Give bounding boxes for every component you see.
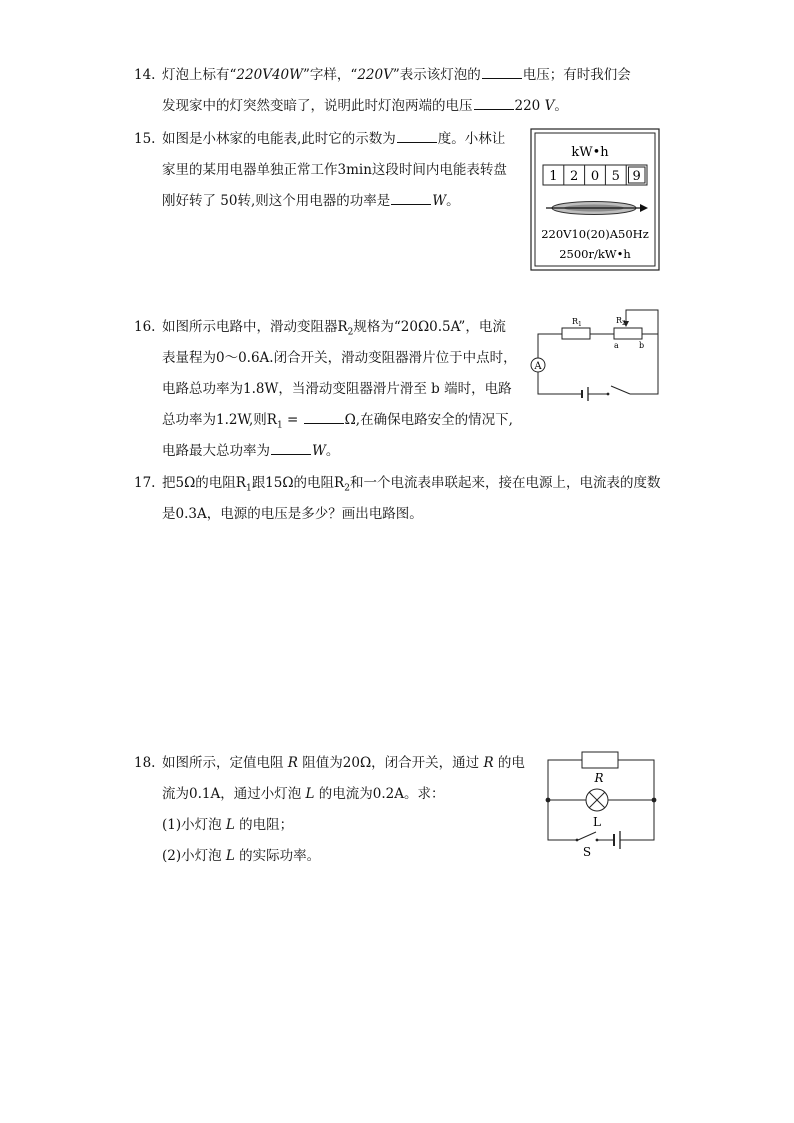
wire [618,760,654,800]
text: 把5Ω的电阻R [162,475,246,491]
meter-digit: 5 [611,169,620,184]
meter-spec-rating: 220V10(20)A50Hz [541,227,649,241]
subscript: 2 [347,327,354,338]
answer-blank[interactable] [304,408,344,424]
text: (2)小灯泡 [162,848,226,864]
answer-blank[interactable] [474,94,514,110]
text: 220 [236,67,263,83]
question-line [162,312,517,343]
end-b-label: b [639,341,645,350]
meter-digit: 1 [549,169,558,184]
question-line [162,436,517,467]
text: W [432,193,447,209]
ammeter-label: A [534,361,542,372]
text: 的电阻； [234,817,294,833]
sub-question-2 [162,841,525,872]
question-body [162,468,660,530]
switch-contact [576,839,579,842]
text: W [289,67,304,83]
text: 。 [325,443,340,459]
text: 40 [271,67,290,83]
meter-digit: 2 [570,169,579,184]
question-body [162,60,631,122]
text: 发现家中的灯突然变暗了，说明此时灯泡两端的电压 [162,98,473,114]
text: 电路最大总功率为 [162,443,270,459]
text: 灯泡上标有“ [162,67,237,83]
question-line [162,186,507,217]
wire [620,800,654,840]
question-line [162,343,517,374]
rotating-disc-icon [546,202,648,215]
switch [611,386,630,394]
question-number: 15. [134,131,156,147]
meter-spec-constant: 2500r/kW•h [559,247,631,261]
question-body [162,312,517,467]
subscript: 1 [276,420,283,431]
text: 的实际功率。 [234,848,321,864]
text: (1)小灯泡 [162,817,226,833]
wire [548,800,576,840]
text: R [287,755,298,771]
text: 。 [554,98,568,114]
energy-meter-figure [530,128,660,271]
resistor-r1 [562,328,590,339]
wire [548,760,582,800]
question-number: 14. [134,67,156,83]
meter-digit: 0 [590,169,600,184]
resistor-r [582,752,618,768]
wire [538,334,562,358]
text: V [262,67,272,83]
text: L [225,848,235,864]
text: 如图所示电路中，滑动变阻器R [162,319,348,335]
question-number: 17. [134,475,156,491]
circuit-diagram-q16 [528,308,664,408]
text: V [383,67,393,83]
text: 220 [514,98,545,114]
r1-label: $R_1$ [572,317,582,328]
question-line [162,779,525,810]
subscript: 1 [245,483,252,494]
text: = [282,412,303,428]
question-line [162,124,507,155]
question-line [162,155,507,186]
circuit-diagram-q18 [540,748,664,860]
text: 表量程为0～0.6A.闭合开关，滑动变阻器滑片位于中点时， [162,350,517,366]
text: 和一个电流表串联起来，接在电源上，电流表的度数 [349,475,661,491]
text: 跟15Ω的电阻R [251,475,345,491]
text: 电压；有时我们会 [522,67,631,83]
question-line [162,60,631,91]
text: 度。小林让 [437,131,506,147]
question-body [162,124,507,217]
text: ”表示该灯泡的 [392,67,481,83]
question-line [162,405,517,436]
text: V [544,98,555,114]
switch-label: S [582,845,592,859]
question-body [162,748,525,872]
text: 阻值为20Ω，闭合开关，通过 [297,755,484,771]
question-line [162,374,517,405]
junction-dot [652,798,657,803]
sub-question-1 [162,810,525,841]
subscript: 2 [344,483,350,494]
meter-unit: kW•h [571,145,609,160]
switch-contact [607,393,610,396]
text: 220 [357,67,384,83]
text: 总功率为1.2W,则R [162,412,277,428]
text: W [312,443,326,459]
text: 。 [446,193,460,209]
text: 的电 [493,755,525,771]
end-a-label: a [614,341,619,350]
text: 家里的某用电器单独正常工作3min这段时间内电能表转盘 [162,162,507,178]
answer-blank[interactable] [482,63,522,79]
text: 如图是小林家的电能表,此时它的示数为 [162,131,396,147]
answer-blank[interactable] [397,127,437,143]
text: 规格为“20Ω0.5A”，电流 [353,319,506,335]
text: R [483,755,494,771]
text: 流为0.1A，通过小灯泡 [162,786,306,802]
text: L [225,817,235,833]
switch-s [578,832,596,840]
question-line [162,91,631,122]
text: 刚好转了 50转,则这个用电器的功率是 [162,193,391,209]
r2-label: $R_2$ [616,316,626,327]
answer-blank[interactable] [391,189,431,205]
text: Ω,在确保电路安全的情况下, [344,412,513,428]
meter-digit: 9 [632,169,641,184]
question-line [162,468,660,499]
lamp-label: L [593,815,601,829]
text: 如图所示，定值电阻 [162,755,288,771]
text: ”字样，“ [303,67,358,83]
text: 是0.3A，电源的电压是多少？画出电路图。 [162,506,423,522]
switch-contact [596,839,599,842]
answer-blank[interactable] [271,439,311,455]
text: L [305,786,315,802]
resistor-label: R [594,771,604,785]
wire [538,372,582,394]
meter-digits [543,165,647,185]
question-line [162,499,660,530]
text: 电路总功率为1.8W，当滑动变阻器滑片滑至 b 端时，电路 [162,381,512,397]
junction-dot [546,798,551,803]
question-number: 16. [134,319,156,335]
question-number: 18. [134,755,156,771]
text: 的电流为0.2A。求： [314,786,445,802]
rheostat-r2 [614,328,642,339]
question-line [162,748,525,779]
